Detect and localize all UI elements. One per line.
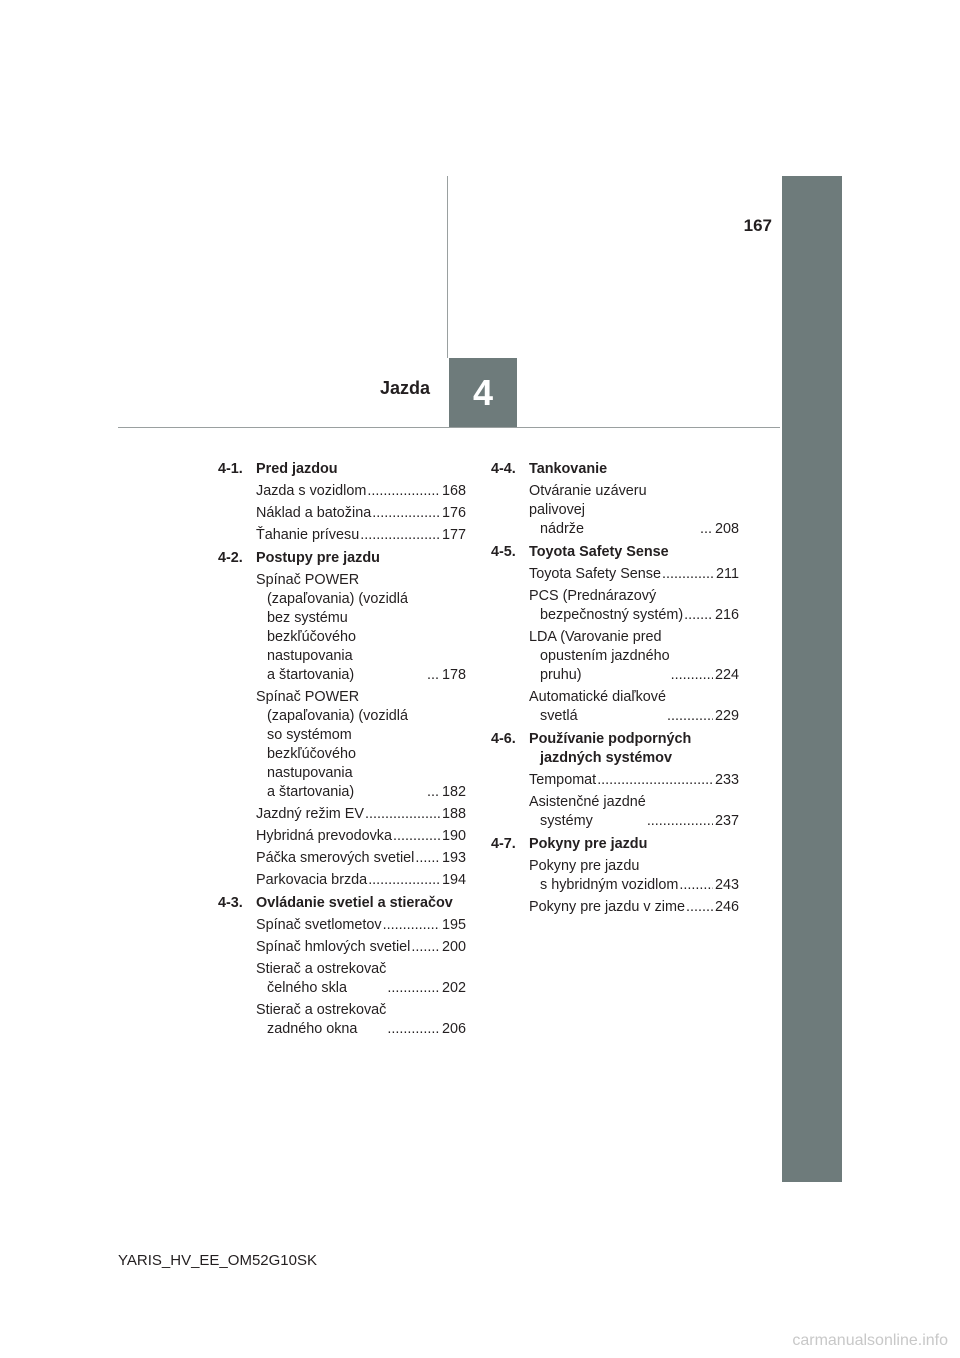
entry-title bbox=[256, 504, 371, 523]
section-title: Tankovanie bbox=[529, 461, 608, 477]
entry-title-line: bez systému bezkľúčového bbox=[267, 610, 356, 645]
entry-title bbox=[256, 805, 364, 824]
entry-title-line: čelného skla bbox=[267, 980, 347, 996]
entry-title-line: s hybridným vozidlom bbox=[540, 877, 679, 893]
section-title: Pred jazdou bbox=[256, 461, 338, 477]
entry-title-line: Spínač svetlometov bbox=[256, 917, 382, 933]
entry-page: 233 bbox=[714, 772, 739, 788]
toc-entry[interactable] bbox=[529, 565, 739, 584]
entry-title bbox=[256, 482, 366, 501]
toc-entry[interactable] bbox=[529, 587, 739, 625]
entry-title bbox=[529, 793, 646, 831]
leader-dots bbox=[427, 783, 440, 802]
entry-title bbox=[529, 565, 661, 584]
toc-section-4-5[interactable] bbox=[491, 543, 739, 562]
leader-dots bbox=[383, 916, 440, 935]
leader-dots bbox=[700, 520, 713, 539]
leader-dots bbox=[367, 482, 440, 501]
entry-title bbox=[529, 628, 670, 685]
leader-dots bbox=[679, 876, 713, 895]
leader-dots bbox=[387, 979, 440, 998]
entry-title-line: Jazda s vozidlom bbox=[256, 483, 367, 499]
section-number: 4-7. bbox=[491, 836, 516, 852]
entry-title-line: LDA (Varovanie pred bbox=[529, 629, 662, 645]
entry-title-line: so systémom bezkľúčového bbox=[267, 727, 356, 762]
entry-title-line: a štartovania) bbox=[267, 667, 355, 683]
entry-title bbox=[256, 827, 392, 846]
section-title: Toyota Safety Sense bbox=[529, 544, 669, 560]
leader-dots bbox=[393, 827, 440, 846]
leader-dots bbox=[686, 898, 713, 917]
entry-page: 237 bbox=[714, 813, 739, 829]
entry-page: 243 bbox=[714, 877, 739, 893]
leader-dots bbox=[427, 666, 440, 685]
chapter-number: 4 bbox=[472, 371, 494, 413]
entry-title-line: nastupovania bbox=[267, 648, 353, 664]
entry-title bbox=[529, 688, 666, 726]
entry-title-line: Páčka smerových svetiel bbox=[256, 850, 415, 866]
entry-title bbox=[256, 960, 386, 998]
leader-dots bbox=[597, 771, 713, 790]
entry-page: 194 bbox=[441, 872, 466, 888]
header-horizontal-rule bbox=[118, 427, 780, 428]
entry-title-line: svetlá bbox=[540, 708, 578, 724]
entry-page: 216 bbox=[714, 607, 739, 623]
toc-section-4-4[interactable] bbox=[491, 460, 739, 479]
entry-title-line: Ťahanie prívesu bbox=[256, 527, 360, 543]
toc-entry[interactable] bbox=[529, 898, 739, 917]
toc-entry[interactable] bbox=[256, 1001, 466, 1039]
entry-title bbox=[529, 771, 596, 790]
leader-dots bbox=[368, 871, 440, 890]
section-number: 4-6. bbox=[491, 731, 516, 747]
entry-page: 224 bbox=[714, 667, 739, 683]
leader-dots bbox=[411, 938, 440, 957]
section-number: 4-2. bbox=[218, 550, 243, 566]
entry-title bbox=[529, 857, 678, 895]
chapter-number-box bbox=[449, 358, 517, 427]
toc-section-4-3[interactable] bbox=[218, 894, 466, 913]
leader-dots bbox=[647, 812, 713, 831]
entry-title-line: Stierač a ostrekovač bbox=[256, 961, 387, 977]
toc-entry[interactable] bbox=[256, 482, 466, 501]
entry-page: 246 bbox=[714, 899, 739, 915]
toc-entry[interactable] bbox=[529, 771, 739, 790]
header-vertical-rule bbox=[447, 176, 448, 358]
leader-dots bbox=[415, 849, 440, 868]
leader-dots bbox=[360, 526, 440, 545]
entry-title-line: a štartovania) bbox=[267, 784, 355, 800]
leader-dots bbox=[372, 504, 440, 523]
entry-page: 202 bbox=[441, 980, 466, 996]
entry-page: 208 bbox=[714, 521, 739, 537]
entry-title-line: systémy bbox=[540, 813, 593, 829]
toc-entry[interactable] bbox=[529, 628, 739, 685]
entry-title-line: (zapaľovania) (vozidlá bbox=[267, 708, 408, 724]
leader-dots bbox=[684, 606, 713, 625]
chapter-title: Jazda bbox=[379, 378, 430, 398]
section-number: 4-3. bbox=[218, 895, 243, 911]
section-title-line: Používanie podporných bbox=[529, 731, 692, 747]
entry-title-line: Toyota Safety Sense bbox=[529, 566, 661, 582]
entry-title-line: Spínač POWER bbox=[256, 689, 360, 705]
entry-page: 200 bbox=[441, 939, 466, 955]
leader-dots bbox=[387, 1020, 440, 1039]
toc-entry[interactable] bbox=[529, 857, 739, 895]
entry-title bbox=[256, 849, 414, 868]
section-number: 4-1. bbox=[218, 461, 243, 477]
entry-page: 195 bbox=[441, 917, 466, 933]
entry-page: 190 bbox=[441, 828, 466, 844]
toc-section-4-2[interactable] bbox=[218, 549, 466, 568]
entry-title bbox=[256, 871, 367, 890]
entry-title-line: Asistenčné jazdné bbox=[529, 794, 646, 810]
document-code: YARIS_HV_EE_OM52G10SK bbox=[118, 1252, 317, 1269]
entry-title bbox=[256, 1001, 386, 1039]
entry-title-line: PCS (Prednárazový bbox=[529, 588, 657, 604]
entry-title-line: (zapaľovania) (vozidlá bbox=[267, 591, 408, 607]
entry-title bbox=[256, 688, 426, 802]
toc-entry[interactable] bbox=[256, 571, 466, 685]
toc-entry[interactable] bbox=[529, 793, 739, 831]
watermark: carmanualsonline.info bbox=[792, 1332, 948, 1349]
section-title: Postupy pre jazdu bbox=[256, 550, 380, 566]
toc-entry[interactable] bbox=[256, 827, 466, 846]
toc-section-4-6[interactable] bbox=[491, 730, 739, 768]
section-title: Pokyny pre jazdu bbox=[529, 836, 648, 852]
entry-title-line: Tempomat bbox=[529, 772, 597, 788]
entry-page: 206 bbox=[441, 1021, 466, 1037]
entry-page: 168 bbox=[441, 483, 466, 499]
entry-title-line: Náklad a batožina bbox=[256, 505, 372, 521]
entry-page: 193 bbox=[441, 850, 466, 866]
entry-title bbox=[529, 587, 683, 625]
entry-title bbox=[529, 482, 699, 539]
section-number: 4-4. bbox=[491, 461, 516, 477]
entry-title-line: Pokyny pre jazdu v zime bbox=[529, 899, 685, 915]
entry-title-line: Automatické diaľkové bbox=[529, 689, 666, 705]
entry-page: 182 bbox=[441, 784, 466, 800]
toc-column-right bbox=[491, 460, 739, 917]
entry-page: 229 bbox=[714, 708, 739, 724]
leader-dots bbox=[662, 565, 714, 584]
entry-title bbox=[256, 916, 382, 935]
section-number: 4-5. bbox=[491, 544, 516, 560]
entry-title-line: opustením jazdného bbox=[540, 648, 670, 664]
toc-entry[interactable] bbox=[256, 805, 466, 824]
toc-section-4-1[interactable] bbox=[218, 460, 466, 479]
entry-title bbox=[256, 938, 410, 957]
toc-entry[interactable] bbox=[256, 916, 466, 935]
entry-title bbox=[256, 571, 426, 685]
toc-entry[interactable] bbox=[256, 504, 466, 523]
section-title: Ovládanie svetiel a stieračov bbox=[256, 895, 453, 911]
entry-page: 177 bbox=[441, 527, 466, 543]
toc-entry[interactable] bbox=[256, 938, 466, 957]
leader-dots bbox=[365, 805, 440, 824]
entry-title-line: Jazdný režim EV bbox=[256, 806, 364, 822]
entry-title-line: Otváranie uzáveru palivovej bbox=[529, 483, 647, 518]
entry-page: 188 bbox=[441, 806, 466, 822]
toc-column-left bbox=[218, 460, 466, 1039]
entry-title-line: Pokyny pre jazdu bbox=[529, 858, 640, 874]
toc-entry[interactable] bbox=[256, 960, 466, 998]
entry-title-line: bezpečnostný systém) bbox=[540, 607, 684, 623]
entry-title-line: zadného okna bbox=[267, 1021, 358, 1037]
page-number: 167 bbox=[743, 216, 772, 235]
chapter-side-tab bbox=[782, 176, 842, 1182]
entry-title bbox=[256, 526, 359, 545]
section-title bbox=[529, 730, 739, 768]
toc-entry[interactable] bbox=[529, 688, 739, 726]
toc-entry[interactable] bbox=[256, 526, 466, 545]
entry-title-line: Spínač hmlových svetiel bbox=[256, 939, 411, 955]
entry-title-line: Hybridná prevodovka bbox=[256, 828, 392, 844]
toc-entry[interactable] bbox=[529, 482, 739, 539]
entry-title-line: nádrže bbox=[540, 521, 585, 537]
toc-entry[interactable] bbox=[256, 849, 466, 868]
toc-section-4-7[interactable] bbox=[491, 835, 739, 854]
toc-entry[interactable] bbox=[256, 688, 466, 802]
entry-title-line: Spínač POWER bbox=[256, 572, 360, 588]
toc-entry[interactable] bbox=[256, 871, 466, 890]
entry-page: 178 bbox=[441, 667, 466, 683]
section-title-line: jazdných systémov bbox=[540, 750, 672, 766]
entry-page: 176 bbox=[441, 505, 466, 521]
leader-dots bbox=[667, 707, 713, 726]
entry-page: 211 bbox=[716, 566, 739, 582]
entry-title-line: pruhu) bbox=[540, 667, 582, 683]
entry-title-line: nastupovania bbox=[267, 765, 353, 781]
entry-title-line: Parkovacia brzda bbox=[256, 872, 368, 888]
leader-dots bbox=[671, 666, 713, 685]
entry-title-line: Stierač a ostrekovač bbox=[256, 1002, 387, 1018]
entry-title bbox=[529, 898, 685, 917]
